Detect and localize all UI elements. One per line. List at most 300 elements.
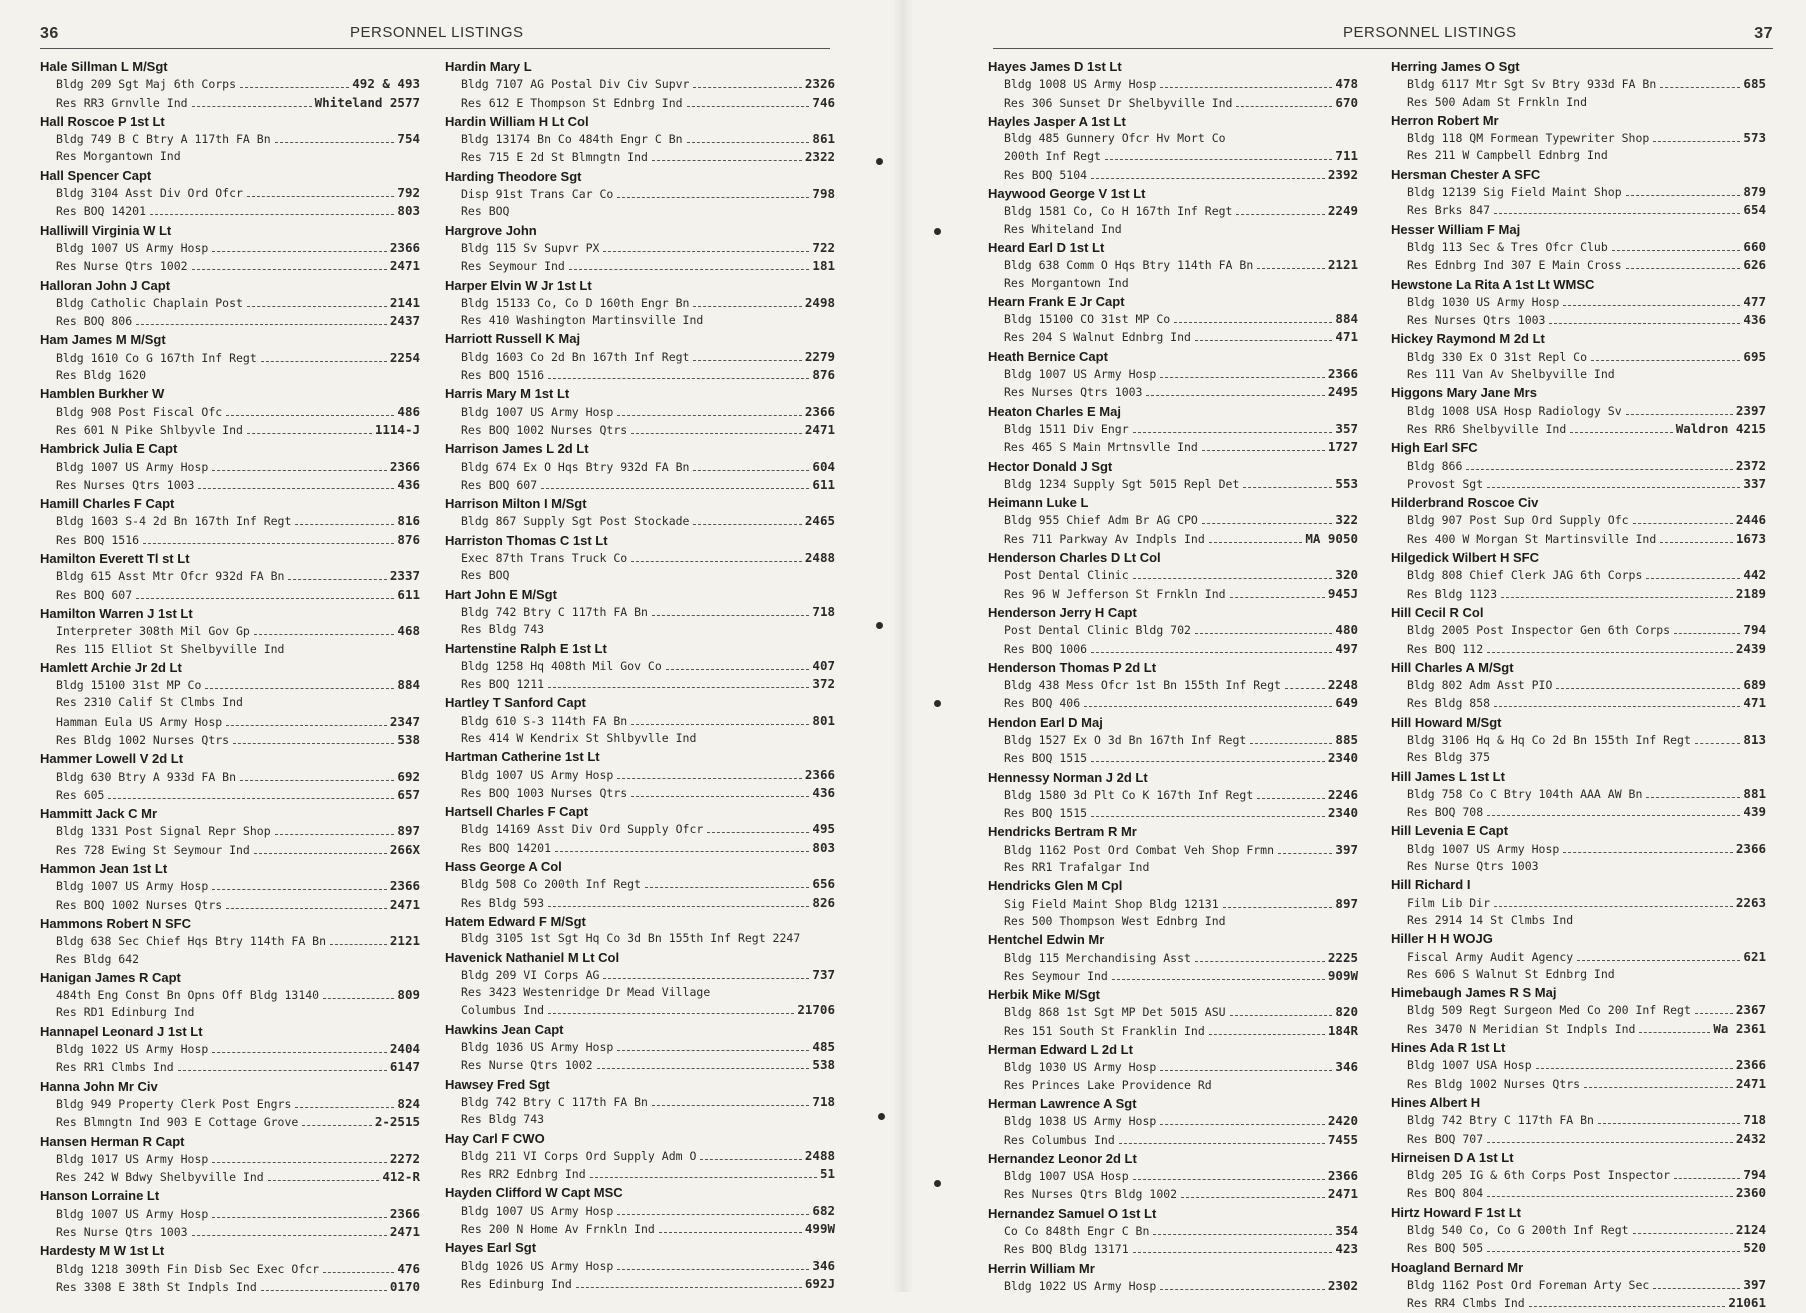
dash-leader xyxy=(295,524,394,525)
phone-extension: 816 xyxy=(397,513,420,529)
dash-leader xyxy=(247,196,394,197)
listing-location: Res Edinburg Ind xyxy=(461,1276,572,1291)
dash-leader xyxy=(1674,633,1740,634)
listing-name: Hardin Mary L xyxy=(445,59,532,74)
phone-extension: 2366 xyxy=(804,403,835,419)
listing-name: Hart John E M/Sgt xyxy=(445,586,557,602)
listing-line xyxy=(445,512,835,530)
listing-line xyxy=(1391,511,1766,529)
listing-line xyxy=(1391,640,1766,658)
listing-location: Bldg 115 Sv Supvr PX xyxy=(461,240,600,255)
phone-extension: 6147 xyxy=(389,1059,420,1075)
listing-line xyxy=(988,256,1358,274)
phone-extension: 471 xyxy=(1335,329,1358,345)
listing-line xyxy=(40,1095,420,1113)
listing-line xyxy=(1391,1239,1766,1257)
listing-line xyxy=(988,1058,1358,1076)
listing-line xyxy=(1391,1221,1766,1239)
listing-location: Res RR1 Clmbs Ind xyxy=(56,1060,174,1075)
dash-leader xyxy=(652,160,802,161)
listing-location: Bldg 1580 3d Plt Co K 167th Inf Regt xyxy=(1004,787,1254,802)
listing-entry xyxy=(988,877,1358,930)
listing-location: Res 3308 E 38th St Indpls Ind xyxy=(56,1279,257,1294)
listing-location: Res 601 N Pike Shlbyvle Ind xyxy=(56,422,243,437)
listing-entry xyxy=(445,803,835,857)
listing-line xyxy=(445,458,835,476)
listing-name: Hamilton Warren J 1st Lt xyxy=(40,605,193,621)
left-column-2 xyxy=(445,58,835,1294)
dash-leader xyxy=(1633,1233,1733,1234)
phone-extension: 695 xyxy=(1743,348,1766,364)
listing-line xyxy=(1391,1276,1766,1294)
phone-extension: 945J xyxy=(1327,585,1358,601)
listing-entry xyxy=(445,1130,835,1184)
phone-extension: 436 xyxy=(1743,312,1766,328)
listing-location: Bldg 907 Post Sup Ord Supply Ofc xyxy=(1407,513,1629,528)
phone-extension: 792 xyxy=(397,185,420,201)
listing-location: Bldg 674 Ex O Hqs Btry 932d FA Bn xyxy=(461,459,690,474)
listing-name: Hennessy Norman J 2d Lt xyxy=(988,769,1148,785)
listing-line xyxy=(40,841,420,859)
phone-extension: 801 xyxy=(812,712,835,728)
listing-entry xyxy=(445,586,835,639)
listing-line xyxy=(1391,238,1766,256)
listing-name: Harrison James L 2d Lt xyxy=(445,441,589,457)
listing-location: Bldg 949 Property Clerk Post Engrs xyxy=(56,1096,292,1111)
listing-location: Bldg 15100 CO 31st MP Co xyxy=(1004,312,1171,327)
dash-leader xyxy=(548,1013,794,1014)
left-page-header xyxy=(40,22,830,49)
phone-extension: 573 xyxy=(1743,130,1766,146)
dash-leader xyxy=(1494,213,1740,214)
phone-extension: 604 xyxy=(812,458,835,474)
listing-location: Res 500 Adam St Frnkln Ind xyxy=(1407,94,1588,109)
dash-leader xyxy=(275,142,395,143)
phone-extension: 480 xyxy=(1335,622,1358,638)
dash-leader xyxy=(1626,414,1733,415)
listing-location: Bldg 113 Sec & Tres Ofcr Club xyxy=(1407,239,1608,254)
listing-location: 484th Eng Const Bn Opns Off Bldg 13140 xyxy=(56,988,320,1003)
listing-name: Hammons Robert N SFC xyxy=(40,915,191,931)
dash-leader xyxy=(1646,578,1740,579)
listing-line xyxy=(445,203,835,220)
phone-extension: 21061 xyxy=(1728,1295,1766,1311)
phone-extension: 2326 xyxy=(804,76,835,92)
listing-line xyxy=(445,1111,835,1128)
listing-name: Hartman Catherine 1st Lt xyxy=(445,749,600,765)
listing-line xyxy=(445,1202,835,1220)
listing-location: Bldg 13174 Bn Co 484th Engr C Bn xyxy=(461,132,683,147)
listing-location: Bldg 1030 US Army Hosp xyxy=(1407,294,1560,309)
listing-line xyxy=(40,768,420,786)
listing-entry xyxy=(40,167,420,221)
dash-leader xyxy=(1653,1288,1740,1289)
phone-extension: 436 xyxy=(397,476,420,492)
phone-extension: 21706 xyxy=(797,1002,835,1018)
phone-extension: 794 xyxy=(1743,622,1766,638)
phone-extension: 754 xyxy=(397,131,420,147)
dash-leader xyxy=(192,1235,387,1236)
listing-location: Res Bldg 593 xyxy=(461,895,545,910)
dash-leader xyxy=(1591,360,1740,361)
phone-extension: 692J xyxy=(804,1275,835,1291)
listing-location: Res Bldg 1002 Nurses Qtrs xyxy=(1407,1076,1581,1091)
listing-location: Bldg 330 Ex O 31st Repl Co xyxy=(1407,349,1588,364)
dash-leader xyxy=(1146,395,1324,396)
listing-line xyxy=(1391,694,1766,712)
phone-extension: 2420 xyxy=(1327,1113,1358,1129)
listing-entry xyxy=(988,458,1358,494)
dash-leader xyxy=(1660,542,1733,543)
listing-location: Bldg 868 1st Sgt MP Det 5015 ASU xyxy=(1004,1005,1226,1020)
phone-extension: 2471 xyxy=(1735,1075,1766,1091)
listing-location: Res 414 W Kendrix St Shlbyvlle Ind xyxy=(461,730,697,745)
listing-location: Bldg 1017 US Army Hosp xyxy=(56,1151,209,1166)
listing-location: Res BOQ 707 xyxy=(1407,1131,1484,1146)
listing-line xyxy=(445,1093,835,1111)
phone-extension: 346 xyxy=(812,1257,835,1273)
listing-location: Res 465 S Main Mrtnsvlle Ind xyxy=(1004,440,1198,455)
phone-extension: 718 xyxy=(1743,1112,1766,1128)
dash-leader xyxy=(1230,1015,1333,1016)
dash-leader xyxy=(226,908,387,909)
listing-location: Bldg 205 IG & 6th Corps Post Inspector xyxy=(1407,1168,1671,1183)
listing-line xyxy=(988,328,1358,346)
phone-extension: 2254 xyxy=(389,349,420,365)
listing-location: Res 111 Van Av Shelbyville Ind xyxy=(1407,367,1615,382)
listing-location: Res Columbus Ind xyxy=(1004,1132,1115,1147)
listing-line xyxy=(40,1278,420,1296)
listing-line xyxy=(40,403,420,421)
phone-extension: 2366 xyxy=(1327,1168,1358,1184)
listing-location: Disp 91st Trans Car Co xyxy=(461,187,614,202)
dash-leader xyxy=(617,415,802,416)
phone-extension: 2347 xyxy=(389,713,420,729)
binder-hole-mark xyxy=(878,1113,885,1120)
listing-line xyxy=(1391,676,1766,694)
listing-line xyxy=(1391,912,1766,929)
listing-line xyxy=(988,75,1358,93)
dash-leader xyxy=(302,1125,372,1126)
listing-name: Halloran John J Capt xyxy=(40,277,171,293)
listing-line xyxy=(40,567,420,585)
listing-name: Hernandez Leonor 2d Lt xyxy=(988,1150,1137,1166)
listing-location: Res 204 S Walnut Ednbrg Ind xyxy=(1004,330,1191,345)
listing-location: Bldg 14169 Asst Div Ord Supply Ofcr xyxy=(461,822,704,837)
right-page-header xyxy=(993,22,1773,49)
phone-extension: 2246 xyxy=(1327,786,1358,802)
phone-extension: 2495 xyxy=(1327,384,1358,400)
listing-location: Res RR6 Shelbyville Ind xyxy=(1407,421,1567,436)
listing-line xyxy=(1391,293,1766,311)
phone-extension: 7455 xyxy=(1327,1131,1358,1147)
listing-location: Res 96 W Jefferson St Frnkln Ind xyxy=(1004,586,1226,601)
listing-location: Bldg 1162 Post Ord Foreman Arty Sec xyxy=(1407,1277,1650,1292)
listing-line xyxy=(988,202,1358,220)
dash-leader xyxy=(1257,798,1325,799)
listing-entry xyxy=(988,714,1358,768)
listing-name: Herman Edward L 2d Lt xyxy=(988,1042,1133,1058)
listing-entry xyxy=(40,1242,420,1296)
listing-line xyxy=(988,749,1358,767)
listing-entry xyxy=(1391,439,1766,493)
phone-extension: 2322 xyxy=(804,149,835,165)
listing-name: Harper Elvin W Jr 1st Lt xyxy=(445,277,592,293)
listing-location: Interpreter 308th Mil Gov Gp xyxy=(56,624,250,639)
listing-entry xyxy=(1391,58,1766,111)
dash-leader xyxy=(108,798,394,799)
listing-line xyxy=(40,257,420,275)
phone-extension: 407 xyxy=(812,657,835,673)
phone-extension: 2-2515 xyxy=(374,1114,420,1130)
listing-line xyxy=(1391,348,1766,366)
listing-name: Hardesty M W 1st Lt xyxy=(40,1243,165,1259)
listing-entry xyxy=(40,750,420,804)
right-column-1 xyxy=(988,58,1358,1296)
listing-line xyxy=(445,621,835,638)
listing-location: Res Bldg 858 xyxy=(1407,696,1491,711)
listing-line xyxy=(988,967,1358,985)
listing-line xyxy=(40,896,420,914)
listing-location: Res BOQ 1003 Nurses Qtrs xyxy=(461,785,628,800)
listing-line xyxy=(445,312,835,329)
listing-location: Bldg 118 QM Formean Typewriter Shop xyxy=(1407,131,1650,146)
dash-leader xyxy=(1660,87,1740,88)
listing-name: Hambrick Julia E Capt xyxy=(40,441,178,457)
listing-location: Co Co 848th Engr C Bn xyxy=(1004,1224,1150,1238)
listing-location: Bldg 1218 309th Fin Disb Sec Exec Ofcr xyxy=(56,1261,320,1276)
listing-entry xyxy=(40,805,420,859)
dash-leader xyxy=(178,1070,387,1071)
listing-line xyxy=(988,1112,1358,1130)
listing-location: Bldg 1036 US Army Hosp xyxy=(461,1040,614,1055)
listing-location: Res BOQ 1002 Nurses Qtrs xyxy=(461,422,628,437)
listing-entry xyxy=(1391,1094,1766,1148)
listing-name: Harriston Thomas C 1st Lt xyxy=(445,532,608,548)
phone-extension: 2225 xyxy=(1327,949,1358,965)
phone-extension: 2366 xyxy=(389,1205,420,1221)
listing-line xyxy=(988,1131,1358,1149)
phone-extension: 820 xyxy=(1335,1004,1358,1020)
listing-location: Res 151 South St Franklin Ind xyxy=(1004,1023,1205,1038)
binder-hole-mark xyxy=(934,228,941,235)
phone-extension: 337 xyxy=(1743,475,1766,491)
listing-line xyxy=(40,713,420,731)
listing-line xyxy=(40,1260,420,1278)
listing-location: Res BOQ xyxy=(461,204,510,219)
dash-leader xyxy=(693,87,801,88)
listing-entry xyxy=(988,986,1358,1040)
listing-location: Res 711 Parkway Av Indpls Ind xyxy=(1004,531,1205,546)
listing-line xyxy=(988,147,1358,165)
listing-name: Hentchel Edwin Mr xyxy=(988,932,1105,948)
listing-location: Hamman Eula US Army Hosp xyxy=(56,714,223,729)
listing-line xyxy=(1391,749,1766,766)
listing-name: Hill Howard M/Sgt xyxy=(1391,714,1502,730)
dash-leader xyxy=(687,142,810,143)
listing-line xyxy=(445,1056,835,1074)
dash-leader xyxy=(1112,979,1325,980)
phone-extension: 538 xyxy=(397,731,420,747)
dash-leader xyxy=(240,780,394,781)
listing-name: Harrison Milton I M/Sgt xyxy=(445,496,587,512)
dash-leader xyxy=(1084,706,1332,707)
dash-leader xyxy=(1250,743,1332,744)
listing-entry xyxy=(988,769,1358,823)
phone-extension: Whiteland 2577 xyxy=(314,94,420,110)
listing-line xyxy=(988,511,1358,529)
phone-extension: 670 xyxy=(1335,94,1358,110)
listing-location: Res Nurses Qtrs 1003 xyxy=(1004,385,1143,400)
listing-location: Bldg 1008 US Army Hosp xyxy=(1004,77,1157,92)
dash-leader xyxy=(1570,432,1672,433)
listing-name: Hirneisen D A 1st Lt xyxy=(1391,1149,1514,1165)
phone-extension: 538 xyxy=(812,1057,835,1073)
phone-extension: 2471 xyxy=(389,258,420,274)
listing-line xyxy=(988,786,1358,804)
listing-entry xyxy=(988,348,1358,402)
listing-entry xyxy=(40,1133,420,1187)
listing-entry xyxy=(988,1150,1358,1204)
listing-entry xyxy=(988,239,1358,292)
listing-location: Bldg 610 S-3 114th FA Bn xyxy=(461,713,628,728)
dash-leader xyxy=(597,1068,810,1069)
dash-leader xyxy=(1160,1124,1325,1125)
listing-line xyxy=(40,822,420,840)
listing-location: Bldg 1511 Div Engr xyxy=(1004,421,1129,436)
listing-name: Hoagland Bernard Mr xyxy=(1391,1259,1524,1275)
listing-line xyxy=(988,1222,1358,1240)
listing-location: Bldg 908 Post Fiscal Ofc xyxy=(56,404,223,419)
listing-name: Heaton Charles E Maj xyxy=(988,403,1121,419)
listing-line xyxy=(445,476,835,494)
listing-line xyxy=(1391,1056,1766,1074)
listing-location: Res BOQ 406 xyxy=(1004,696,1081,711)
listing-location: Bldg 1331 Post Signal Repr Shop xyxy=(56,824,271,839)
listing-location: Res BOQ 14201 xyxy=(461,840,552,855)
listing-line xyxy=(988,694,1358,712)
listing-entry xyxy=(40,1023,420,1077)
listing-name: Hersman Chester A SFC xyxy=(1391,166,1541,182)
phone-extension: 2360 xyxy=(1735,1185,1766,1201)
dash-leader xyxy=(548,687,809,688)
listing-location: Bldg 1007 US Army Hosp xyxy=(461,404,614,419)
listing-entry xyxy=(1391,1039,1766,1093)
listing-line xyxy=(40,676,420,694)
dash-leader xyxy=(659,1232,802,1233)
dash-leader xyxy=(1285,688,1325,689)
listing-entry xyxy=(988,1260,1358,1296)
listing-location: Res BOQ 708 xyxy=(1407,805,1484,820)
listing-line xyxy=(988,676,1358,694)
listing-name: Hartsell Charles F Capt xyxy=(445,804,589,820)
listing-location: Bldg 1007 US Army Hosp xyxy=(56,1206,209,1221)
dash-leader xyxy=(617,1214,809,1215)
listing-line xyxy=(40,1168,420,1186)
listing-location: Bldg 1581 Co, Co H 167th Inf Regt xyxy=(1004,204,1233,219)
phone-extension: 909W xyxy=(1327,967,1358,983)
listing-name: Herrin William Mr xyxy=(988,1260,1095,1276)
listing-line xyxy=(40,641,420,658)
listing-line xyxy=(445,675,835,693)
listing-location: Res 612 E Thompson St Ednbrg Ind xyxy=(461,95,683,110)
dash-leader xyxy=(1584,1087,1733,1088)
dash-leader xyxy=(1487,652,1733,653)
listing-line xyxy=(40,932,420,950)
phone-extension: 689 xyxy=(1743,677,1766,693)
listing-location: Bldg 1022 US Army Hosp xyxy=(56,1042,209,1057)
phone-extension: 2488 xyxy=(804,1147,835,1163)
listing-location: Res 410 Washington Martinsville Ind xyxy=(461,313,704,328)
listing-entry xyxy=(40,969,420,1022)
listing-line xyxy=(988,640,1358,658)
listing-location: Bldg 209 VI Corps AG xyxy=(461,967,600,982)
listing-line xyxy=(40,951,420,968)
dash-leader xyxy=(323,998,394,999)
listing-line xyxy=(988,166,1358,184)
listing-line xyxy=(445,294,835,312)
phone-extension: 2279 xyxy=(804,348,835,364)
dash-leader xyxy=(1243,487,1332,488)
listing-entry xyxy=(445,58,835,112)
listing-line xyxy=(1391,457,1766,475)
dash-leader xyxy=(693,306,801,307)
listing-name: Ham James M M/Sgt xyxy=(40,332,166,348)
listing-name: Higgons Mary Jane Mrs xyxy=(1391,385,1537,401)
listing-location: Film Lib Dir xyxy=(1407,895,1491,910)
listing-location: Bldg 866 xyxy=(1407,458,1463,473)
phone-extension: 397 xyxy=(1335,841,1358,857)
phone-extension: 718 xyxy=(812,1093,835,1109)
phone-extension: 412-R xyxy=(382,1169,420,1185)
listing-line xyxy=(40,1223,420,1241)
listing-name: Hall Spencer Capt xyxy=(40,167,152,183)
phone-extension: 2366 xyxy=(389,458,420,474)
dash-leader xyxy=(693,470,809,471)
listing-location: Res 115 Elliot St Shelbyville Ind xyxy=(56,641,285,656)
phone-extension: 322 xyxy=(1335,512,1358,528)
phone-extension: 2189 xyxy=(1735,585,1766,601)
listing-name: Hilderbrand Roscoe Civ xyxy=(1391,495,1539,511)
listing-location: Bldg 7107 AG Postal Div Civ Supvr xyxy=(461,77,690,92)
listing-name: Hawkins Jean Capt xyxy=(445,1021,564,1037)
dash-leader xyxy=(1494,706,1740,707)
listing-entry xyxy=(988,113,1358,184)
listing-line xyxy=(1391,75,1766,93)
listing-line xyxy=(445,403,835,421)
listing-location: Bldg 749 B C Btry A 117th FA Bn xyxy=(56,132,271,147)
listing-location: Res Nurse Qtrs 1002 xyxy=(461,1058,593,1073)
listing-location: Res 211 W Campbell Ednbrg Ind xyxy=(1407,148,1608,163)
dash-leader xyxy=(1674,1178,1740,1179)
dash-leader xyxy=(1577,960,1740,961)
listing-location: Bldg 1162 Post Ord Combat Veh Shop Frmn xyxy=(1004,842,1275,857)
phone-extension: 2392 xyxy=(1327,166,1358,182)
dash-leader xyxy=(323,1272,394,1273)
phone-extension: 685 xyxy=(1743,76,1766,92)
listing-line xyxy=(445,148,835,166)
binder-hole-mark xyxy=(876,158,883,165)
phone-extension: 2471 xyxy=(389,896,420,912)
listing-location: Bldg 1007 US Army Hosp xyxy=(461,1203,614,1218)
phone-extension: 478 xyxy=(1335,76,1358,92)
listing-location: Bldg 802 Adm Asst PIO xyxy=(1407,678,1553,693)
listing-line xyxy=(40,1150,420,1168)
listing-name: Hayes Earl Sgt xyxy=(445,1240,537,1256)
dash-leader xyxy=(1195,961,1325,962)
listing-line xyxy=(445,1275,835,1293)
listing-entry xyxy=(445,168,835,221)
